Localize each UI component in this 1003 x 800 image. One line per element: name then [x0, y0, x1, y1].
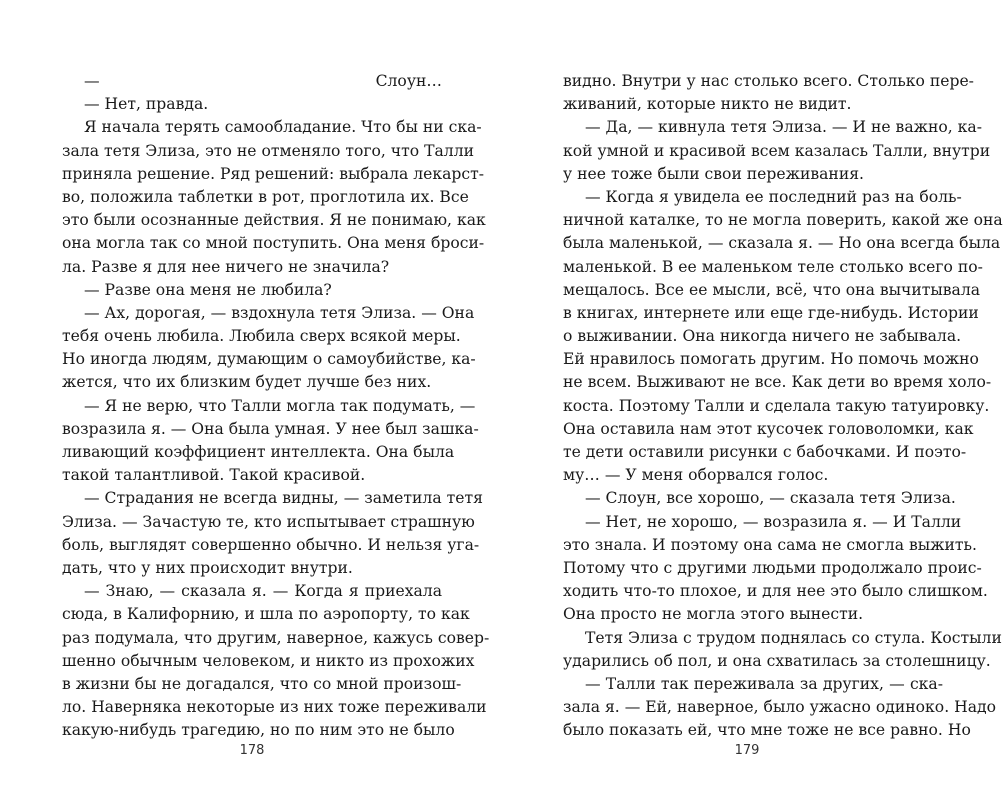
text-line: мещалось. Все ее мысли, всё, что она вычитывала: [563, 280, 981, 299]
text-line: о выживании. Она никогда ничего не забывала.: [563, 327, 962, 346]
text-line: живаний, которые никто не видит.: [563, 95, 852, 114]
left-page: [62, 70, 490, 742]
text-line: маленькой. В ее маленьком теле столько всего по-: [563, 257, 983, 276]
text-line: ходить что-то плохое, и для нее это было слишком.: [563, 582, 988, 601]
text-line: у нее тоже были свои переживания.: [563, 164, 865, 183]
text-line: — Нет, правда.: [84, 95, 209, 114]
text-line: она могла так со мной поступить. Она меня броси-: [62, 234, 485, 253]
text-line: Но иногда людям, думающим о самоубийстве, ка-: [62, 350, 476, 369]
text-line: — Когда я увидела ее последний раз на боль-: [585, 187, 962, 206]
text-line: те дети оставили рисунки с бабочками. И поэто-: [563, 443, 967, 461]
text-line: не всем. Выживают не все. Как дети во время холо-: [563, 373, 992, 392]
text-line: Она просто не могла этого вынести.: [563, 605, 864, 624]
text-line: жется, что их близким будет лучше без них.: [62, 373, 432, 392]
text-line: во, положила таблетки в рот, проглотила их. Все: [62, 187, 469, 206]
text-line: в книгах, интернете или еще где-нибудь. Истории: [563, 303, 979, 322]
page-number-right: 179: [734, 743, 760, 758]
text-line: зала я. — Ей, наверное, было ужасно одиноко. Надо: [563, 698, 996, 717]
text-line: Элиза. — Зачастую те, кто испытывает страшную: [62, 512, 475, 531]
text-line: ничной каталке, то не могла поверить, какой же она: [563, 211, 1003, 230]
text-line: была маленькой, — сказала я. — Но она всегда была: [563, 234, 1001, 253]
text-line: Я начала терять самообладание. Что бы ни ска-: [84, 118, 482, 137]
text-line: такой талантливой. Такой красивой.: [62, 466, 366, 485]
text-line: Тетя Элиза с трудом поднялась со стула. Костыли: [585, 628, 1002, 647]
right-page: [563, 70, 1003, 742]
text-line: ударились об пол, и она схватилась за столешницу.: [563, 651, 991, 670]
text-line: это были осознанные действия. Я не понимаю, как: [62, 211, 486, 230]
text-line: — Да, — кивнула тетя Элиза. — И не важно, ка-: [585, 118, 982, 137]
text-line: Она оставила нам этот кусочек головоломки, как: [563, 419, 974, 438]
text-line: сюда, в Калифорнию, и шла по аэропорту, то как: [62, 605, 470, 624]
text-line: тебя очень любила. Любила сверх всякой меры.: [62, 327, 461, 346]
text-line: боль, выглядят совершенно обычно. И нельзя уга-: [62, 535, 480, 554]
text-line: видно. Внутри у нас столько всего. Столько пере-: [563, 72, 974, 90]
text-line: дать, что у них происходит внутри.: [62, 558, 353, 577]
text-line: зала тетя Элиза, это не отменяло того, что Талли: [62, 141, 474, 160]
text-line: ливающий коэффициент интеллекта. Она была: [62, 443, 455, 461]
text-line: му… — У меня оборвался голос.: [563, 466, 829, 485]
text-line: было показать ей, что мне тоже не все равно. Но: [563, 721, 971, 740]
text-line: коста. Поэтому Талли и сделала такую татуировку.: [563, 396, 990, 415]
text-line: раз подумала, что другим, наверное, кажусь совер-: [62, 628, 490, 647]
text-line: — Знаю, — сказала я. — Когда я приехала: [84, 582, 442, 601]
page-number-left: 178: [239, 743, 265, 758]
text-line: Ей нравилось помогать другим. Но помочь можно: [563, 350, 979, 369]
text-line: возразила я. — Она была умная. У нее был зашка-: [62, 419, 479, 438]
text-line: Потому что с другими людьми продолжало проис-: [563, 558, 982, 577]
text-line: — Талли так переживала за других, — ска-: [585, 674, 943, 693]
text-line: кой умной и красивой всем казалась Талли, внутри: [563, 141, 991, 160]
text-line: — Страдания не всегда видны, — заметила тетя: [84, 489, 483, 508]
text-line: — Ах, дорогая, — вздохнула тетя Элиза. — Она: [84, 303, 475, 322]
text-line: в жизни бы не догадался, что со мной произош-: [62, 674, 462, 693]
text-line: ло. Наверняка некоторые из них тоже переживали: [62, 698, 487, 717]
text-line: шенно обычным человеком, и никто из прохожих: [62, 651, 475, 670]
text-line: — Разве она меня не любила?: [84, 280, 332, 299]
text-line: — Слоун…: [84, 72, 442, 90]
text-line: какую-нибудь трагедию, но по ним это не было: [62, 721, 455, 740]
text-line: — Нет, не хорошо, — возразила я. — И Талли: [585, 512, 962, 531]
text-line: — Слоун, все хорошо, — сказала тетя Элиза.: [585, 489, 956, 508]
text-line: приняла решение. Ряд решений: выбрала лекарст-: [62, 164, 485, 183]
text-line: это знала. И поэтому она сама не смогла выжить.: [563, 535, 977, 554]
text-line: ла. Разве я для нее ничего не значила?: [62, 257, 390, 276]
text-line: — Я не верю, что Талли могла так подумать, —: [84, 396, 476, 415]
